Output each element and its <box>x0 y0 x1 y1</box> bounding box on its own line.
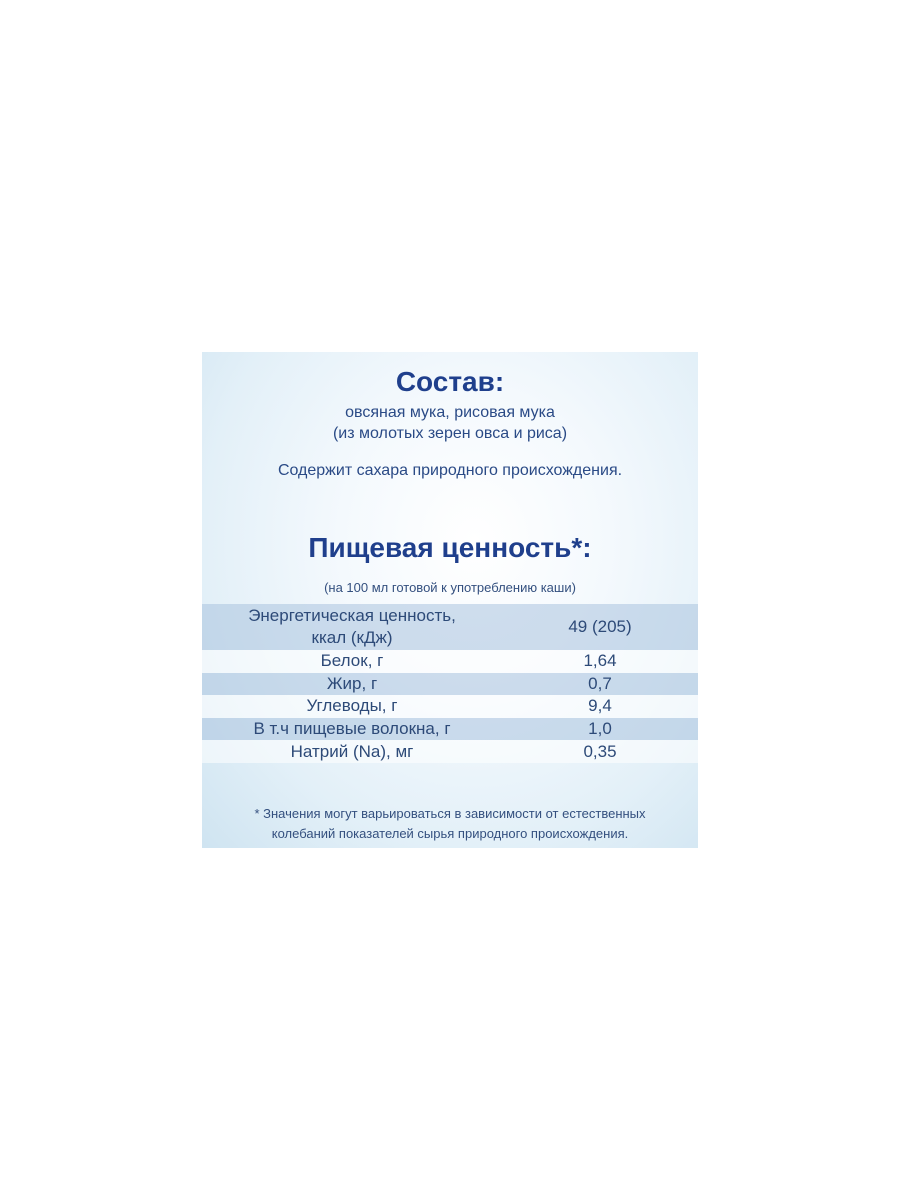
table-row <box>202 650 698 673</box>
row-label: Натрий (Na), мг <box>290 741 414 761</box>
row-value: 1,64 <box>583 651 617 671</box>
footnote <box>202 804 698 844</box>
row-value: 1,0 <box>588 719 612 739</box>
product-info-card <box>202 352 698 848</box>
row-label-line-1: Энергетическая ценность, <box>248 606 456 625</box>
row-label: Жир, г <box>326 673 378 693</box>
table-row <box>202 604 698 650</box>
composition-title: Состав: <box>395 366 505 397</box>
row-label: Белок, г <box>320 651 384 671</box>
nutrition-subtitle: (на 100 мл готовой к употреблению каши) <box>324 580 576 595</box>
row-value: 49 (205) <box>568 617 632 636</box>
ingredients-line-1: овсяная мука, рисовая мука <box>345 404 555 421</box>
row-value: 0,35 <box>583 741 617 761</box>
row-value: 9,4 <box>588 696 612 716</box>
ingredients-line-2: (из молотых зерен овса и риса) <box>332 425 568 442</box>
row-label: В т.ч пищевые волокна, г <box>253 719 451 739</box>
sugar-note: Содержит сахара природного происхождения. <box>277 462 623 479</box>
footnote-line-2: колебаний показателей сырья природного происхождения. <box>271 826 629 841</box>
row-label: Углеводы, г <box>306 696 398 716</box>
nutrition-table <box>202 604 698 763</box>
row-value: 0,7 <box>588 673 612 693</box>
table-row <box>202 673 698 696</box>
table-row <box>202 740 698 763</box>
table-row <box>202 695 698 718</box>
row-label <box>202 605 502 649</box>
table-row <box>202 718 698 741</box>
footnote-line-1: * Значения могут варьироваться в зависимости от естественных <box>254 806 646 821</box>
nutrition-title: Пищевая ценность*: <box>308 532 592 563</box>
row-label-line-2: ккал (кДж) <box>311 628 393 647</box>
